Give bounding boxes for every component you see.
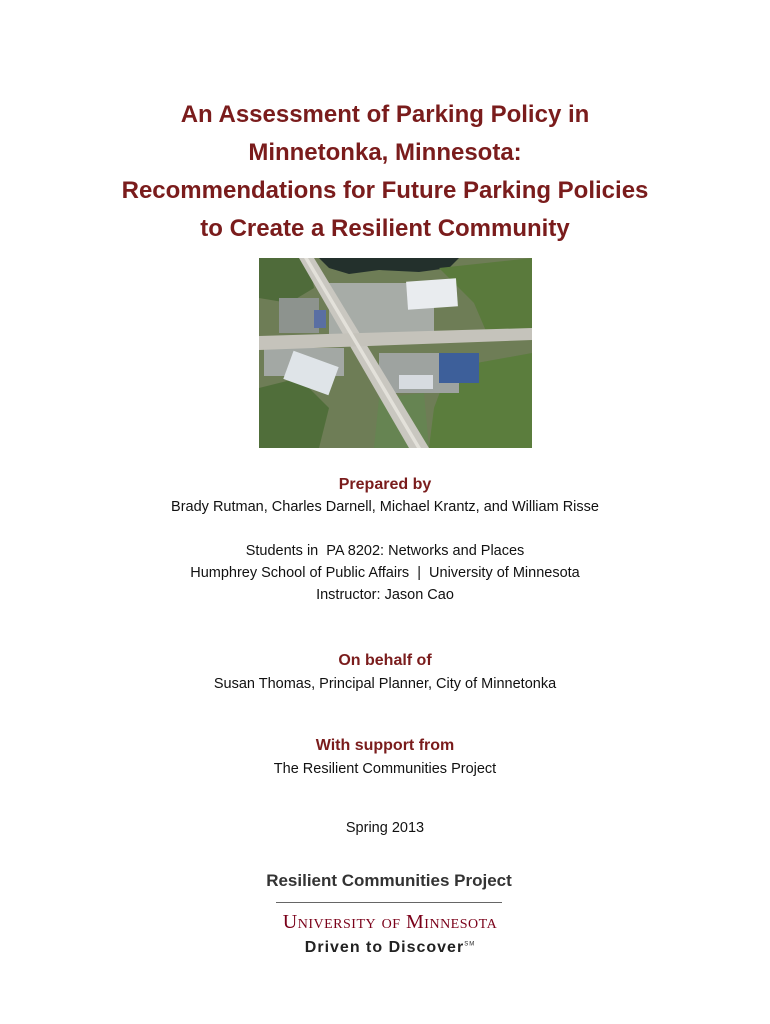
- support-line: The Resilient Communities Project: [273, 761, 497, 777]
- service-mark: SM: [464, 941, 476, 948]
- document-title: [60, 96, 710, 248]
- rcp-logo-text: Resilient Communities Project: [266, 871, 512, 890]
- title-line-4: to Create a Resilient Community: [200, 215, 570, 242]
- aerial-photo: [259, 258, 532, 448]
- title-line-3: Recommendations for Future Parking Policies: [121, 177, 649, 204]
- date-line: Spring 2013: [345, 820, 425, 836]
- umn-tagline: [0, 939, 770, 957]
- support-heading: With support from: [315, 737, 455, 754]
- instructor-line: Instructor: Jason Cao: [316, 587, 454, 603]
- umn-wordmark-text: University of Minnesota: [282, 911, 498, 933]
- title-line-1: An Assessment of Parking Policy in: [180, 101, 590, 128]
- client-line: Susan Thomas, Principal Planner, City of Minnetonka: [213, 676, 557, 692]
- prepared-by-heading: Prepared by: [338, 476, 432, 493]
- title-line-2: Minnetonka, Minnesota:: [248, 139, 522, 166]
- tagline-text: Driven to Discover: [304, 939, 465, 956]
- logo-divider: [276, 902, 502, 903]
- umn-wordmark: [0, 911, 770, 934]
- on-behalf-of-heading: On behalf of: [338, 652, 432, 669]
- authors-line: Brady Rutman, Charles Darnell, Michael Krantz, and William Risse: [171, 499, 599, 515]
- course-line: Students in PA 8202: Networks and Places: [245, 543, 525, 559]
- school-line: Humphrey School of Public Affairs | University of Minnesota: [190, 565, 580, 581]
